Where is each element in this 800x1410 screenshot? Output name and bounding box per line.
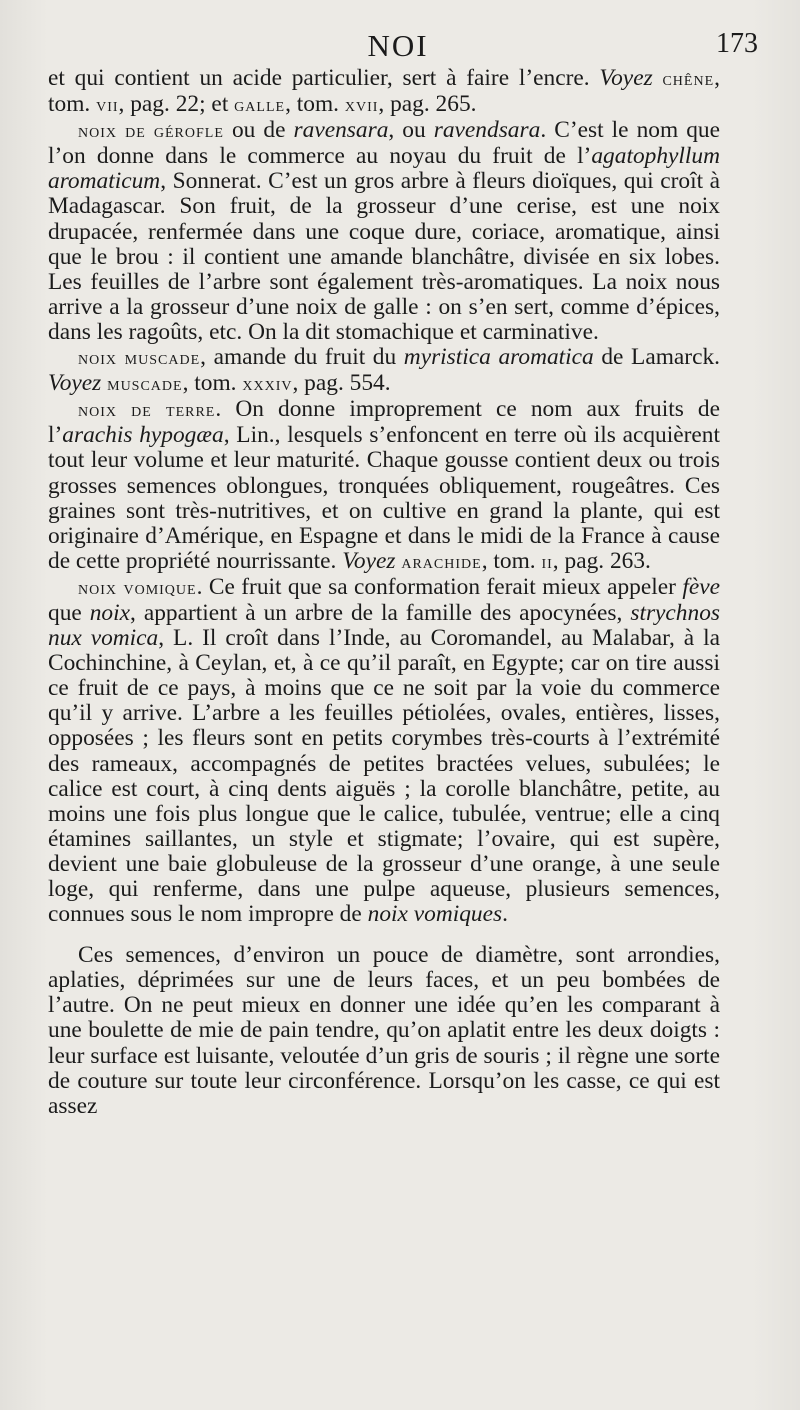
text-run: de Lamarck. — [593, 344, 721, 371]
entry-noix-de-terre — [48, 397, 720, 575]
text-run: . On donne improprement ce nom aux fruits de l’ — [48, 396, 720, 449]
small-caps-run: arachide — [401, 550, 482, 573]
italic-run: agatophyllum aromaticum — [48, 143, 720, 195]
body-text — [48, 66, 720, 1119]
text-run: , tom. — [481, 547, 542, 574]
small-caps-run: noix muscade — [78, 347, 201, 370]
small-caps-run: muscade — [107, 373, 183, 396]
text-run: , appartient à un arbre de la famille des apocynées, — [130, 599, 631, 626]
text-run: , amande du fruit du — [200, 344, 404, 371]
running-head: NOI — [367, 28, 429, 63]
italic-run: fève — [682, 573, 720, 600]
small-caps-run: chêne — [662, 68, 715, 90]
text-run: , pag. 22; et — [118, 91, 235, 118]
paragraph-semences — [48, 943, 720, 1119]
entry-noix-muscade — [48, 345, 720, 397]
small-caps-run: vii — [96, 94, 119, 117]
text-run: . Ce fruit que sa conformation ferait mieux appeler — [196, 573, 683, 600]
text-run: . C’est le nom que l’on donne dans le commerce au noyau du fruit de l’ — [48, 117, 720, 170]
text-run: . — [502, 901, 508, 928]
italic-run: Voyez — [48, 370, 102, 397]
text-run: , ou — [388, 117, 434, 144]
text-run: Ces semences, d’environ un pouce de diamètre, sont arrondies, aplaties, déprimées sur une de leurs faces, et un peu bombées de l’autre. On ne peut mieux en donner une idée qu’en les comparant à une boulette de mie de pain tendre, qu’on aplatit entre les deux doigts : leur surface est luisante, veloutée d’un gris de souris ; il règne une sorte de couture sur toute leur circonférence. Lorsqu’on les casse, ce qui est assez — [48, 942, 720, 1119]
page-header — [48, 28, 758, 68]
italic-run: Voyez — [342, 547, 396, 574]
italic-run: ravendsara — [433, 117, 541, 144]
italic-run: strychnos nux vomica — [48, 599, 721, 652]
italic-run: arachis hypogæa — [62, 422, 224, 449]
text-run — [653, 65, 663, 91]
small-caps-run: galle — [234, 94, 286, 117]
text-run: , tom. — [182, 370, 243, 397]
text-run: , Sonnerat. C’est un gros arbre à fleurs dioïques, qui croît à Madagascar. Son fruit, de la grosseur d’une cerise, est une noix drupacée, renfermée dans une coque dure, coriace, aromatique, ainsi que le brou : il contient une amande blanchâtre, divisée en six lobes. Les feuilles de l’arbre sont également très-aromatiques. La noix nous arrive a la grosseur d’une noix de galle : on s’en sert, comme d’épices, dans les ragoûts, etc. On la dit stomachique et carminative. — [48, 168, 720, 345]
continued-paragraph — [48, 66, 720, 118]
italic-run: myristica aromatica — [403, 344, 594, 371]
text-run: , L. Il croît dans l’Inde, au Coromandel, au Malabar, à la Cochinchine, à Ceylan, et, à ce qu’il paraît, en Egypte; car on tire aussi ce fruit de ce pays, à moins que ce ne soit par la voie du commerce qu’il y arrive. L’arbre a les feuilles pétiolées, ovales, entières, lisses, opposées ; les fleurs sont en petits corymbes très-courts à l’extrémité des rameaux, accompagnés de petites bractées velues, subulées; le calice est court, à cinq dents aiguës ; la corolle blanchâtre, petite, au moins une fois plus longue que le calice, tubulée, ventrue; elle a cinq étamines saillantes, un style et stigmate; l’ovaire, qui est supère, devient une baie globuleuse de la grosseur d’une orange, à une seule loge, qui renferme, dans une pulpe aqueuse, plusieurs semences, connues sous le nom impropre de — [48, 625, 721, 928]
page-number: 173 — [716, 28, 758, 59]
text-run: , pag. 265. — [378, 91, 477, 118]
italic-run: ravensara — [293, 117, 389, 144]
small-caps-run: xxxiv — [242, 373, 293, 396]
text-run: , pag. 554. — [292, 370, 391, 397]
text-run: , Lin., lesquels s’enfoncent en terre où ils acquièrent tout leur volume et leur maturité. Chaque gousse contient deux ou trois grosses semences oblongues, tronquées obliquement, rougeâtres. Ces graines sont très-nutritives, et on cultive en grand la plante, qui est originaire d’Amérique, en Espagne et dans le midi de la France à cause de cette propriété nourrissante. — [48, 422, 720, 574]
text-run: et qui contient un acide particulier, sert à faire l’encre. — [48, 65, 600, 91]
small-caps-run: ii — [541, 550, 553, 573]
small-caps-run: noix de gérofle — [78, 120, 224, 143]
text-run: , pag. 263. — [552, 547, 651, 574]
italic-run: noix — [89, 599, 131, 626]
entry-noix-de-gerofle — [48, 118, 720, 345]
small-caps-run: xvii — [344, 94, 379, 117]
small-caps-run: noix de terre — [78, 399, 216, 422]
text-run: , tom. — [285, 91, 345, 118]
text-run: que — [48, 599, 90, 626]
entry-noix-vomique — [48, 575, 720, 927]
text-run: , tom. — [48, 65, 720, 118]
italic-run: Voyez — [599, 65, 653, 91]
small-caps-run: noix vomique — [78, 576, 197, 599]
text-run: ou de — [223, 117, 294, 144]
italic-run: noix vomiques — [367, 901, 503, 928]
